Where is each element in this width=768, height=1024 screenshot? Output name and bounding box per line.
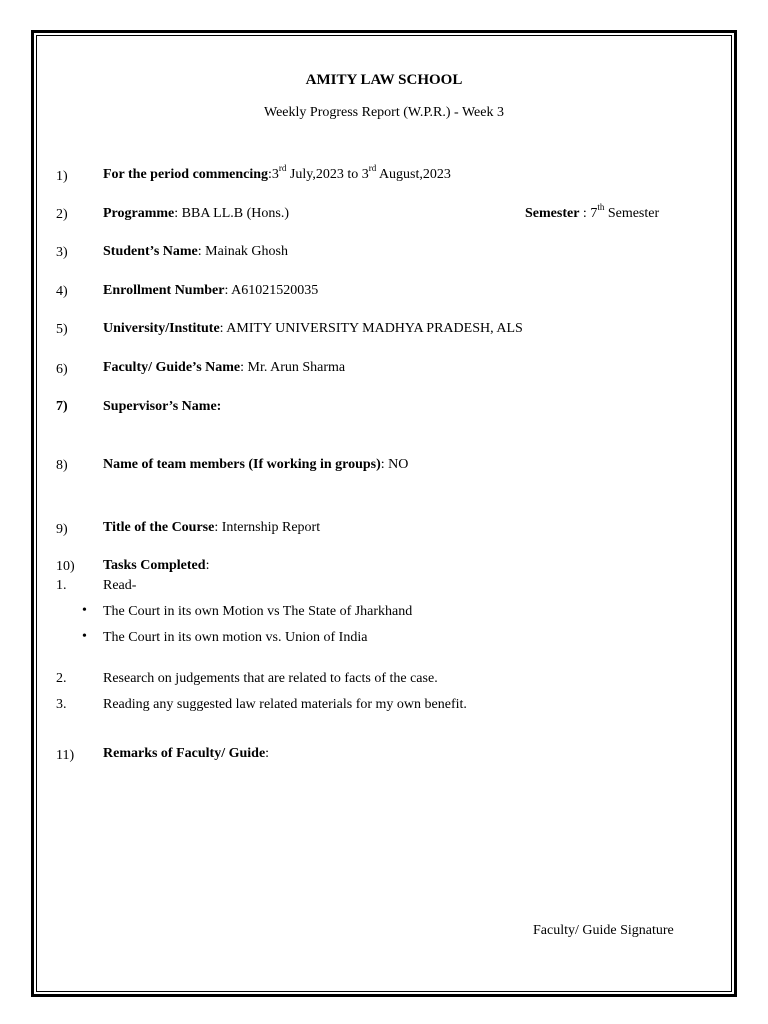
programme-value: BBA LL.B (Hons.) (181, 206, 289, 221)
semester-row: Semester : 7th Semester (525, 202, 660, 221)
remarks-row: Remarks of Faculty/ Guide: (103, 746, 270, 761)
supervisor-label: Supervisor’s Name: (103, 399, 222, 414)
item-number: 2) (56, 207, 68, 222)
enrollment-value: A61021520035 (231, 283, 319, 298)
task-3-text: Reading any suggested law related materials for my own benefit. (103, 697, 467, 712)
item-number: 11) (56, 748, 75, 763)
period-row: For the period commencing:3rd July,2023 to 3rd August,2023 (103, 163, 451, 182)
team-members-label: Name of team members (If working in groups) (103, 457, 381, 472)
enrollment-label: Enrollment Number (103, 283, 225, 298)
supervisor-row (103, 399, 221, 415)
report-subtitle: Weekly Progress Report (W.P.R.) - Week 3 (264, 105, 504, 120)
student-name-row: Student’s Name: Mainak Ghosh (103, 244, 288, 259)
student-name-value: Mainak Ghosh (205, 244, 288, 259)
tasks-completed-label: Tasks Completed (103, 558, 206, 573)
task-1-text: Read- (103, 578, 137, 593)
tasks-completed-row: Tasks Completed: (103, 558, 210, 573)
university-label: University/Institute (103, 321, 220, 336)
task-2-text: Research on judgements that are related to facts of the case. (103, 671, 438, 686)
task-bullet-item: The Court in its own Motion vs The State of Jharkhand (103, 604, 413, 619)
student-name-label: Student’s Name (103, 244, 198, 259)
item-number: 3) (56, 245, 68, 260)
course-title-value: Internship Report (221, 520, 321, 535)
bullet-icon: • (82, 629, 87, 644)
item-number: 5) (56, 322, 68, 337)
item-number: 7) (56, 399, 68, 414)
period-value: August,2023 (376, 167, 451, 182)
faculty-guide-label: Faculty/ Guide’s Name (103, 360, 241, 375)
school-title: AMITY LAW SCHOOL (305, 72, 463, 88)
programme-row: Programme: BBA LL.B (Hons.) (103, 206, 289, 221)
item-number: 8) (56, 458, 68, 473)
semester-label: Semester (525, 206, 580, 221)
faculty-guide-row: Faculty/ Guide’s Name: Mr. Arun Sharma (103, 360, 346, 375)
item-number: 10) (56, 559, 75, 574)
team-members-value: NO (388, 457, 409, 472)
enrollment-row: Enrollment Number: A61021520035 (103, 283, 319, 298)
period-label: For the period commencing (103, 167, 268, 182)
team-members-row: Name of team members (If working in groups): NO (103, 457, 409, 472)
faculty-guide-value: Mr. Arun Sharma (247, 360, 346, 375)
task-number: 1. (56, 578, 67, 593)
programme-label: Programme (103, 206, 175, 221)
item-number: 6) (56, 362, 68, 377)
task-number: 3. (56, 697, 67, 712)
item-number: 4) (56, 284, 68, 299)
item-number: 9) (56, 522, 68, 537)
university-value: AMITY UNIVERSITY MADHYA PRADESH, ALS (226, 321, 523, 336)
task-number: 2. (56, 671, 67, 686)
course-title-label: Title of the Course (103, 520, 215, 535)
item-number: 1) (56, 169, 68, 184)
remarks-label: Remarks of Faculty/ Guide (103, 746, 266, 761)
signature-label: Faculty/ Guide Signature (533, 923, 674, 938)
university-row: University/Institute: AMITY UNIVERSITY MADHYA PRADESH, ALS (103, 321, 523, 336)
task-bullet-item: The Court in its own motion vs. Union of India (103, 630, 368, 645)
course-title-row: Title of the Course: Internship Report (103, 520, 321, 535)
bullet-icon: • (82, 603, 87, 618)
semester-value: Semester (604, 206, 660, 221)
